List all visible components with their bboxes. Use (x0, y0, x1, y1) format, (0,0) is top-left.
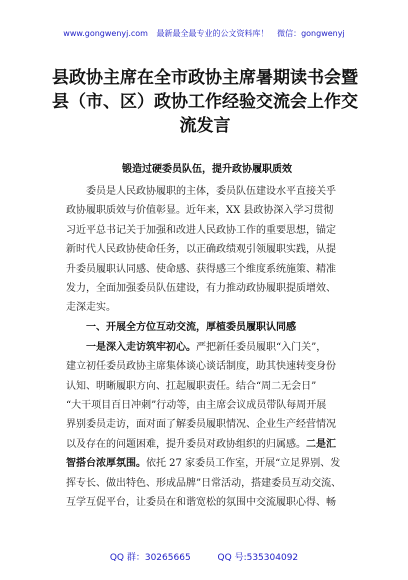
text-line (66, 435, 348, 454)
title-line-1: 县政协主席在全市政协主席暑期读书会暨 (52, 68, 358, 88)
text-line: 走深走实。 (66, 302, 116, 314)
title-line-2: 县（市、区）政协工作经验交流会上作交 (52, 92, 358, 112)
page-footer (0, 550, 408, 563)
document-body (66, 160, 348, 513)
text-line (66, 338, 348, 357)
point-2-label-b: 智搭台浓厚氛围。 (66, 458, 146, 470)
point-1-label: 一是深入走访筑牢初心。 (86, 341, 196, 353)
wechat-id: 微信：gongwenyj (277, 29, 345, 38)
qq-group: QQ 群：30265665 (109, 553, 191, 563)
text-line: 发力，全面加强委员队伍建设，有力推动政协履职提质增效、 (66, 283, 336, 295)
text-line: 新时代人民政协使命任务，以正确政绩观引领履职实践，从提 (66, 244, 336, 256)
document-title (44, 66, 366, 138)
text-line: 挥专长、做出特色、形成品牌”日常活动，搭建委员互动交流、 (66, 477, 342, 489)
website-link[interactable]: www.gongwenyj.com (63, 29, 148, 38)
point-2-label-a: 二是汇 (306, 438, 336, 450)
section-1-paragraph (66, 338, 348, 513)
page-header (0, 28, 408, 39)
qq-number: QQ 号:535304092 (217, 553, 299, 563)
text-line: 升委员履职认同感、使命感、获得感三个维度系统施策、精准 (66, 263, 336, 275)
header-tagline: 最新最全最专业的公文资料库！ (156, 29, 269, 38)
text-line: 认知、明晰履职方向、扛起履职责任。结合“周二无会日” (66, 380, 317, 392)
title-line-3: 流发言 (179, 116, 231, 136)
section-heading-1: 一、开展全方位互动交流，厚植委员履职认同感 (86, 321, 296, 333)
point-1-end: 以及存在的问题困难，提升委员对政协组织的归属感。 (66, 438, 306, 450)
text-line (66, 454, 348, 473)
point-2-text: 依托 27 家委员工作室，开展“立足界别、发 (146, 458, 341, 470)
text-line: 习近平总书记关于加强和改进人民政协工作的重要思想，锚定 (66, 224, 336, 236)
text-line: 委员是人民政协履职的主体，委员队伍建设水平直接关乎 (86, 186, 336, 197)
text-line: 政协履职质效与价值彰显。近年来，XX 县政协深入学习贯彻 (66, 205, 334, 217)
text-line: 建立初任委员政协主席集体谈心谈话制度，助其快速转变身份 (66, 361, 336, 373)
intro-paragraph (66, 182, 348, 318)
point-1-text: 严把新任委员履职“入门关”， (196, 341, 327, 353)
document-subtitle: 锻造过硬委员队伍，提升政协履职质效 (122, 164, 292, 175)
text-line: 互学互促平台，让委员在和谐宽松的氛围中交流履职心得、畅 (66, 497, 336, 509)
text-line: “大干项目百日冲刺”行动等，由主席会议成员带队每周开展 (66, 400, 327, 412)
text-line: 界别委员走访，面对面了解委员履职情况、企业生产经营情况 (66, 419, 336, 431)
